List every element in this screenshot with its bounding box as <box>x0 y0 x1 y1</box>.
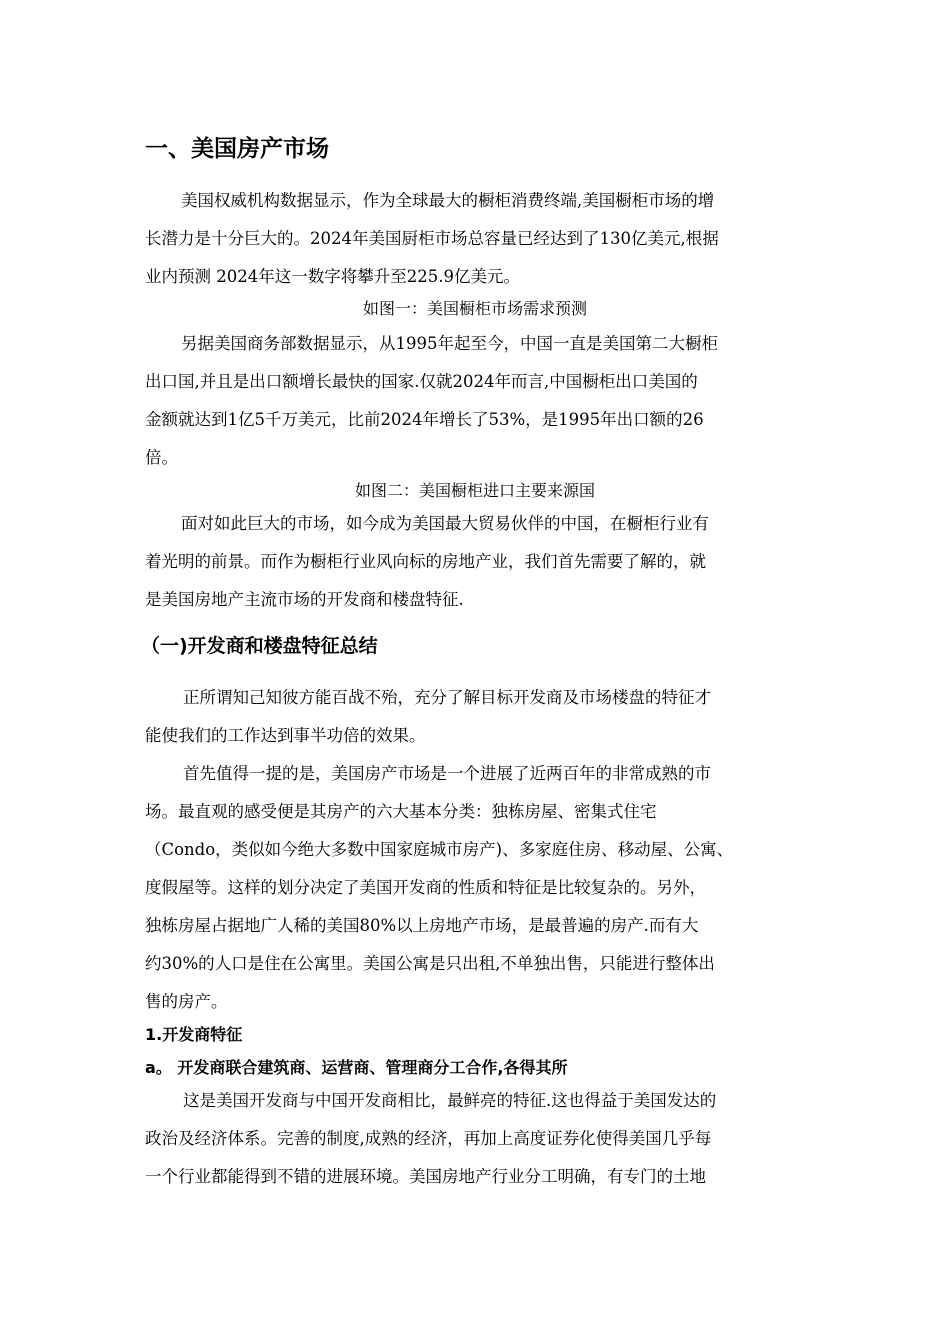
paragraph-line: 业内预测 2024年这一数字将攀升至225.9亿美元。 <box>145 267 520 286</box>
paragraph-line: 倍。 <box>145 448 178 467</box>
paragraph-line: 是美国房地产主流市场的开发商和楼盘特征. <box>145 590 464 609</box>
sub-heading-cooperation: a。 开发商联合建筑商、运营商、管理商分工合作,各得其所 <box>145 1058 568 1077</box>
paragraph-line: 另据美国商务部数据显示，从1995年起至今，中国一直是美国第二大橱柜 <box>181 334 718 353</box>
paragraph-line: （Condo，类似如今绝大多数中国家庭城市房产)、多家庭住房、移动屋、公寓、 <box>145 840 734 859</box>
paragraph-line: 约30%的人口是住在公寓里。美国公寓是只出租,不单独出售，只能进行整体出 <box>145 954 715 973</box>
paragraph-line: 独栋房屋占据地广人稀的美国80%以上房地产市场，是最普遍的房产.而有大 <box>145 916 699 935</box>
paragraph-line: 首先值得一提的是，美国房产市场是一个进展了近两百年的非常成熟的市 <box>183 764 711 783</box>
paragraph-line: 正所谓知己知彼方能百战不殆，充分了解目标开发商及市场楼盘的特征才 <box>183 688 711 707</box>
paragraph-line: 面对如此巨大的市场，如今成为美国最大贸易伙伴的中国，在橱柜行业有 <box>181 514 709 533</box>
paragraph-line: 度假屋等。这样的划分决定了美国开发商的性质和特征是比较复杂的。另外， <box>145 878 706 897</box>
paragraph-line: 这是美国开发商与中国开发商相比，最鲜亮的特征.这也得益于美国发达的 <box>183 1091 717 1110</box>
section-heading-us-real-estate-market: 一、美国房产市场 <box>145 136 329 162</box>
paragraph-line: 政治及经济体系。完善的制度,成熟的经济，再加上高度证券化使得美国几乎每 <box>145 1129 712 1148</box>
paragraph-line: 美国权威机构数据显示，作为全球最大的橱柜消费终端,美国橱柜市场的增 <box>181 191 715 210</box>
paragraph-line: 出口国,并且是出口额增长最快的国家.仅就2024年而言,中国橱柜出口美国的 <box>145 372 698 391</box>
paragraph-line: 场。最直观的感受便是其房产的六大基本分类：独栋房屋、密集式住宅 <box>145 802 657 821</box>
paragraph-line: 金额就达到1亿5千万美元，比前2024年增长了53%，是1995年出口额的26 <box>145 410 704 429</box>
figure-caption-1: 如图一：美国橱柜市场需求预测 <box>362 299 587 318</box>
figure-caption-2: 如图二：美国橱柜进口主要来源国 <box>354 481 595 500</box>
paragraph-line: 一个行业都能得到不错的进展环境。美国房地产行业分工明确，有专门的土地 <box>145 1167 706 1186</box>
paragraph-line: 售的房产。 <box>145 992 228 1011</box>
subsection-heading-developer-features: （一)开发商和楼盘特征总结 <box>141 635 378 657</box>
paragraph-line: 长潜力是十分巨大的。2024年美国厨柜市场总容量已经达到了130亿美元,根据 <box>145 229 719 248</box>
paragraph-line: 能使我们的工作达到事半功倍的效果。 <box>145 726 426 745</box>
paragraph-line: 着光明的前景。而作为橱柜行业风向标的房地产业，我们首先需要了解的，就 <box>145 552 706 571</box>
sub-heading-developer-features: 1.开发商特征 <box>145 1025 243 1044</box>
